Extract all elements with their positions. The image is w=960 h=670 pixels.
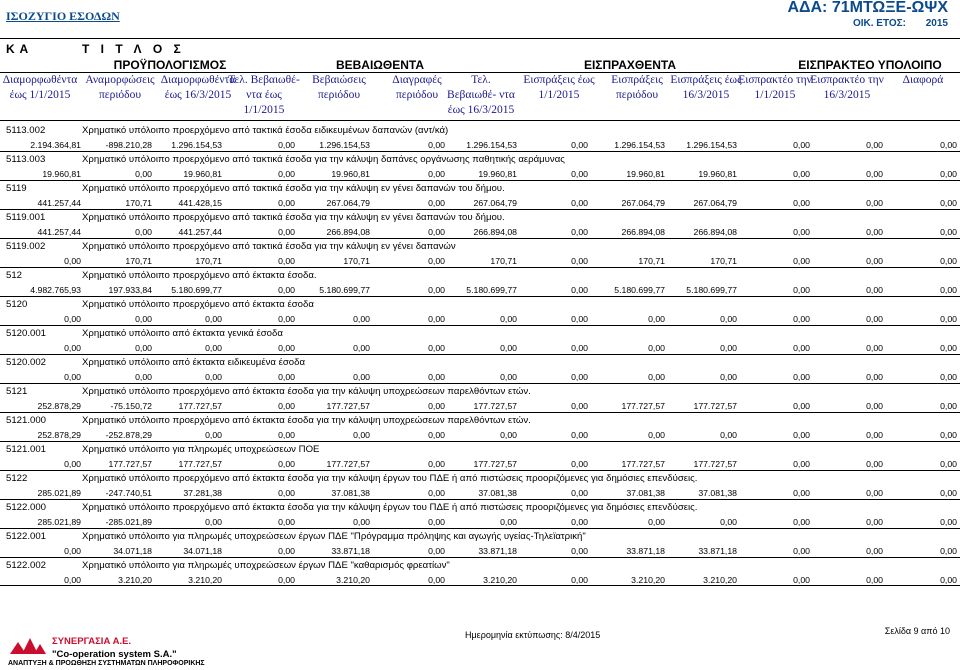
row-value-col-1: 0,00 (64, 372, 81, 382)
row-value-col-11: 0,00 (793, 517, 810, 527)
row-value-col-6: 0,00 (428, 546, 445, 556)
row-value-col-9: 177.727,57 (621, 459, 665, 469)
row-value-col-11: 0,00 (793, 430, 810, 440)
row-value-col-2: 197.933,84 (108, 285, 152, 295)
company-tagline: ΑΝΑΠΤΥΞΗ & ΠΡΟΩΘΗΣΗ ΣΥΣΤΗΜΑΤΩΝ ΠΛΗΡΟΦΟΡΙΚΗΣ (8, 660, 205, 667)
row-value-col-7: 37.081,38 (478, 488, 517, 498)
row-value-col-4: 0,00 (278, 401, 295, 411)
row-divider (0, 470, 960, 471)
row-value-col-13: 0,00 (940, 140, 957, 150)
row-value-col-6: 0,00 (428, 169, 445, 179)
row-value-col-6: 0,00 (428, 343, 445, 353)
row-value-col-1: 441.257,44 (37, 227, 81, 237)
row-value-col-5: 267.064,79 (326, 198, 370, 208)
row-code: 5113.003 (6, 154, 46, 165)
row-divider (0, 325, 960, 326)
row-value-col-6: 0,00 (428, 517, 445, 527)
row-value-col-2: 34.071,18 (113, 546, 152, 556)
header-divider-bottom (0, 120, 960, 121)
row-value-col-13: 0,00 (940, 343, 957, 353)
row-value-col-8: 0,00 (571, 140, 588, 150)
table-bottom-border (0, 585, 960, 586)
row-value-col-10: 0,00 (720, 314, 737, 324)
row-value-col-12: 0,00 (866, 401, 883, 411)
group-collected: ΕΙΣΠΡΑΧΘΕΝΤΑ (583, 58, 677, 72)
row-value-col-13: 0,00 (940, 488, 957, 498)
column-header-2: Αναμορφώσεις περιόδου (85, 74, 155, 101)
row-value-col-2: 0,00 (135, 343, 152, 353)
row-divider (0, 267, 960, 268)
row-value-col-7: 5.180.699,77 (466, 285, 517, 295)
row-value-col-10: 5.180.699,77 (686, 285, 737, 295)
row-value-col-8: 0,00 (571, 546, 588, 556)
row-code: 5121.001 (6, 444, 47, 455)
row-value-col-5: 19.960,81 (331, 169, 370, 179)
row-value-col-1: 441.257,44 (37, 198, 81, 208)
row-value-col-8: 0,00 (571, 575, 588, 585)
row-value-col-2: 3.210,20 (118, 575, 152, 585)
row-value-col-12: 0,00 (866, 343, 883, 353)
row-value-col-8: 0,00 (571, 198, 588, 208)
row-value-col-9: 0,00 (648, 517, 665, 527)
row-divider (0, 499, 960, 500)
row-description: Χρηματικό υπόλοιπο προερχόμενο από έκτακτα έσοδα για την κάλυψη έργων του ΠΔΕ ή από πιστώσεις προοριζόμενες για δημόσιες επενδύσεις. (82, 502, 698, 513)
row-value-col-1: 2.194.364,81 (30, 140, 81, 150)
row-value-col-8: 0,00 (571, 401, 588, 411)
row-value-col-3: 441.257,44 (178, 227, 222, 237)
row-description: Χρηματικό υπόλοιπο προερχόμενο από τακτικά έσοδα για την κάλυψη εν γένει δαπανών (82, 241, 456, 252)
row-value-col-11: 0,00 (793, 401, 810, 411)
row-value-col-7: 3.210,20 (483, 575, 517, 585)
row-value-col-5: 37.081,38 (331, 488, 370, 498)
row-value-col-6: 0,00 (428, 314, 445, 324)
fiscal-year-value: 2015 (925, 18, 948, 29)
row-value-col-2: -898.210,28 (105, 140, 152, 150)
row-value-col-3: 19.960,81 (183, 169, 222, 179)
row-value-col-2: 170,71 (125, 198, 152, 208)
row-value-col-13: 0,00 (940, 401, 957, 411)
row-value-col-4: 0,00 (278, 459, 295, 469)
row-value-col-12: 0,00 (866, 198, 883, 208)
row-description: Χρηματικό υπόλοιπο προερχόμενο από τακτικά έσοδα για την κάλυψη εν γένει δαπανών του δήμου. (82, 212, 505, 223)
row-value-col-10: 170,71 (710, 256, 737, 266)
row-value-col-12: 0,00 (866, 140, 883, 150)
row-value-col-6: 0,00 (428, 227, 445, 237)
row-value-col-12: 0,00 (866, 285, 883, 295)
row-description: Χρηματικό υπόλοιπο για πληρωμές υποχρεώσεων έργων ΠΔΕ "καθαρισμός φρεατίων" (82, 560, 450, 571)
ka-header: Κ Α (6, 42, 30, 56)
titlos-header: Τ Ι Τ Λ Ο Σ (82, 42, 185, 56)
row-value-col-10: 33.871,18 (698, 546, 737, 556)
row-value-col-3: 441.428,15 (178, 198, 222, 208)
row-value-col-1: 285.021,89 (37, 488, 81, 498)
row-value-col-12: 0,00 (866, 227, 883, 237)
group-budget: ΠΡΟΫΠΟΛΟΓΙΣΜΟΣ (113, 58, 227, 72)
row-value-col-7: 177.727,57 (473, 459, 517, 469)
column-header-13: Διαφορά (902, 74, 944, 86)
row-value-col-1: 4.982.765,93 (30, 285, 81, 295)
row-value-col-3: 0,00 (205, 517, 222, 527)
row-description: Χρηματικό υπόλοιπο προερχόμενο από τακτικά έσοδα για την κάλυψη δαπάνες οργάνωσης παθητικής αεράμυνας (82, 154, 565, 165)
row-value-col-5: 33.871,18 (331, 546, 370, 556)
row-value-col-4: 0,00 (278, 430, 295, 440)
row-value-col-5: 1.296.154,53 (319, 140, 370, 150)
row-value-col-6: 0,00 (428, 430, 445, 440)
row-value-col-9: 1.296.154,53 (614, 140, 665, 150)
row-divider (0, 151, 960, 152)
row-value-col-5: 177.727,57 (326, 459, 370, 469)
row-code: 5122 (6, 473, 28, 484)
column-header-12: Εισπρακτέο την 16/3/2015 (810, 74, 884, 101)
row-value-col-7: 0,00 (500, 314, 517, 324)
row-value-col-6: 0,00 (428, 198, 445, 208)
row-value-col-12: 0,00 (866, 256, 883, 266)
header-divider-top (0, 38, 960, 39)
row-value-col-12: 0,00 (866, 517, 883, 527)
row-value-col-11: 0,00 (793, 372, 810, 382)
row-value-col-9: 266.894,08 (621, 227, 665, 237)
row-value-col-11: 0,00 (793, 546, 810, 556)
group-receivable: ΕΙΣΠΡΑΚΤΕΟ ΥΠΟΛΟΙΠΟ (798, 58, 942, 72)
row-value-col-4: 0,00 (278, 372, 295, 382)
row-value-col-7: 0,00 (500, 517, 517, 527)
row-description: Χρηματικό υπόλοιπο για πληρωμές υποχρεώσεων ΠΟΕ (82, 444, 320, 455)
row-value-col-3: 5.180.699,77 (171, 285, 222, 295)
row-divider (0, 412, 960, 413)
row-code: 5119 (6, 183, 27, 194)
row-value-col-2: -247.740,51 (105, 488, 152, 498)
row-divider (0, 180, 960, 181)
row-value-col-13: 0,00 (940, 169, 957, 179)
row-value-col-9: 170,71 (638, 256, 665, 266)
column-header-5: Βεβαιώσεις περιόδου (312, 74, 366, 101)
column-header-1: Διαμορφωθέντα έως 1/1/2015 (2, 74, 78, 101)
row-code: 5113.002 (6, 125, 46, 136)
row-value-col-13: 0,00 (940, 517, 957, 527)
row-value-col-4: 0,00 (278, 198, 295, 208)
row-value-col-8: 0,00 (571, 488, 588, 498)
row-code: 5120 (6, 299, 28, 310)
row-value-col-1: 285.021,89 (37, 517, 81, 527)
row-value-col-2: 0,00 (135, 372, 152, 382)
row-value-col-6: 0,00 (428, 140, 445, 150)
row-value-col-2: 0,00 (135, 314, 152, 324)
row-value-col-7: 266.894,08 (473, 227, 517, 237)
row-value-col-13: 0,00 (940, 372, 957, 382)
row-value-col-2: -75.150,72 (110, 401, 152, 411)
row-value-col-11: 0,00 (793, 343, 810, 353)
row-divider (0, 209, 960, 210)
row-value-col-8: 0,00 (571, 285, 588, 295)
row-description: Χρηματικό υπόλοιπο προερχόμενο από έκτακτα έσοδα για την κάλυψη υποχρεώσεων παρελθόντων ετών. (82, 386, 531, 397)
row-value-col-10: 3.210,20 (703, 575, 737, 585)
row-value-col-12: 0,00 (866, 372, 883, 382)
row-description: Χρηματικό υπόλοιπο για πληρωμές υποχρεώσεων έργων ΠΔΕ "Πρόγραμμα πρόληψης και αγωγής υγείας-Τηλεϊατρική" (82, 531, 586, 542)
row-value-col-7: 33.871,18 (478, 546, 517, 556)
row-description: Χρηματικό υπόλοιπο προερχόμενο από έκτακτα έσοδα για την κάλυψη υποχρεώσεων παρελθόντων ετών. (82, 415, 531, 426)
row-description: Χρηματικό υπόλοιπο προερχόμενο από έκτακτα έσοδα για την κάλυψη έργων του ΠΔΕ ή από πιστώσεις προοριζόμενες για δημόσιες επενδύσεις. (82, 473, 698, 484)
row-value-col-6: 0,00 (428, 372, 445, 382)
row-value-col-4: 0,00 (278, 343, 295, 353)
row-value-col-5: 266.894,08 (326, 227, 370, 237)
row-value-col-12: 0,00 (866, 169, 883, 179)
row-value-col-11: 0,00 (793, 198, 810, 208)
row-code: 5122.001 (6, 531, 47, 542)
row-value-col-10: 37.081,38 (698, 488, 737, 498)
row-value-col-8: 0,00 (571, 227, 588, 237)
row-value-col-7: 0,00 (500, 430, 517, 440)
row-value-col-3: 177.727,57 (178, 401, 222, 411)
row-value-col-6: 0,00 (428, 256, 445, 266)
column-header-9: Εισπράξεις περιόδου (611, 74, 663, 101)
row-value-col-9: 267.064,79 (621, 198, 665, 208)
row-value-col-4: 0,00 (278, 314, 295, 324)
row-value-col-3: 0,00 (205, 314, 222, 324)
row-value-col-3: 0,00 (205, 430, 222, 440)
row-value-col-6: 0,00 (428, 285, 445, 295)
fiscal-year-label: ΟΙΚ. ΕΤΟΣ: (852, 18, 906, 29)
row-value-col-10: 177.727,57 (693, 459, 737, 469)
row-value-col-12: 0,00 (866, 575, 883, 585)
row-value-col-13: 0,00 (940, 459, 957, 469)
row-description: Χρηματικό υπόλοιπο από έκτακτα ειδικευμένα έσοδα (82, 357, 306, 368)
company-logo-icon (8, 632, 48, 658)
row-value-col-13: 0,00 (940, 314, 957, 324)
row-value-col-11: 0,00 (793, 575, 810, 585)
row-value-col-3: 0,00 (205, 343, 222, 353)
row-value-col-9: 0,00 (648, 343, 665, 353)
row-value-col-3: 34.071,18 (183, 546, 222, 556)
row-value-col-4: 0,00 (278, 256, 295, 266)
page-number: Σελίδα 9 από 10 (884, 626, 950, 636)
row-value-col-10: 1.296.154,53 (686, 140, 737, 150)
row-value-col-13: 0,00 (940, 227, 957, 237)
row-divider (0, 557, 960, 558)
row-value-col-8: 0,00 (571, 430, 588, 440)
row-value-col-11: 0,00 (793, 314, 810, 324)
row-value-col-1: 0,00 (64, 459, 81, 469)
row-value-col-9: 5.180.699,77 (614, 285, 665, 295)
row-value-col-13: 0,00 (940, 285, 957, 295)
row-value-col-10: 0,00 (720, 372, 737, 382)
column-header-11: Εισπρακτέο την 1/1/2015 (738, 74, 812, 101)
row-value-col-8: 0,00 (571, 459, 588, 469)
row-value-col-1: 0,00 (64, 314, 81, 324)
column-header-6: Διαγραφές περιόδου (392, 74, 442, 101)
row-value-col-7: 267.064,79 (473, 198, 517, 208)
company-name-en: "Co-operation system S.A." (52, 649, 177, 660)
row-code: 5121 (6, 386, 28, 397)
row-description: Χρηματικό υπόλοιπο προερχόμενο από τακτικά έσοδα για την κάλυψη εν γένει δαπανών του δήμου. (82, 183, 505, 194)
row-code: 5122.000 (6, 502, 47, 513)
row-value-col-3: 3.210,20 (188, 575, 222, 585)
row-value-col-9: 0,00 (648, 372, 665, 382)
row-value-col-11: 0,00 (793, 459, 810, 469)
row-value-col-7: 0,00 (500, 372, 517, 382)
row-value-col-11: 0,00 (793, 169, 810, 179)
row-value-col-5: 0,00 (353, 314, 370, 324)
row-value-col-7: 170,71 (490, 256, 517, 266)
row-value-col-8: 0,00 (571, 372, 588, 382)
row-value-col-4: 0,00 (278, 285, 295, 295)
row-value-col-1: 0,00 (64, 575, 81, 585)
row-value-col-12: 0,00 (866, 314, 883, 324)
row-value-col-7: 1.296.154,53 (466, 140, 517, 150)
row-value-col-11: 0,00 (793, 285, 810, 295)
row-value-col-5: 0,00 (353, 372, 370, 382)
row-value-col-11: 0,00 (793, 227, 810, 237)
row-value-col-4: 0,00 (278, 227, 295, 237)
row-value-col-2: -285.021,89 (105, 517, 152, 527)
row-value-col-3: 177.727,57 (178, 459, 222, 469)
row-value-col-9: 3.210,20 (631, 575, 665, 585)
row-code: 5120.001 (6, 328, 47, 339)
row-value-col-4: 0,00 (278, 575, 295, 585)
row-value-col-7: 0,00 (500, 343, 517, 353)
row-value-col-4: 0,00 (278, 546, 295, 556)
row-value-col-11: 0,00 (793, 488, 810, 498)
row-value-col-5: 0,00 (353, 517, 370, 527)
row-code: 5122.002 (6, 560, 47, 571)
row-value-col-9: 177.727,57 (621, 401, 665, 411)
row-value-col-12: 0,00 (866, 459, 883, 469)
group-certified: ΒΕΒΑΙΩΘΕΝΤΑ (335, 58, 425, 72)
row-value-col-5: 177.727,57 (326, 401, 370, 411)
row-value-col-10: 267.064,79 (693, 198, 737, 208)
row-value-col-4: 0,00 (278, 140, 295, 150)
row-value-col-13: 0,00 (940, 575, 957, 585)
row-value-col-10: 266.894,08 (693, 227, 737, 237)
row-divider (0, 238, 960, 239)
row-value-col-1: 252.878,29 (37, 430, 81, 440)
row-value-col-1: 0,00 (64, 343, 81, 353)
row-value-col-9: 0,00 (648, 430, 665, 440)
row-value-col-1: 0,00 (64, 256, 81, 266)
row-value-col-3: 0,00 (205, 372, 222, 382)
row-divider (0, 354, 960, 355)
row-value-col-8: 0,00 (571, 343, 588, 353)
row-value-col-5: 0,00 (353, 430, 370, 440)
row-value-col-13: 0,00 (940, 198, 957, 208)
row-value-col-9: 19.960,81 (626, 169, 665, 179)
row-divider (0, 296, 960, 297)
row-value-col-10: 0,00 (720, 517, 737, 527)
row-code: 5120.002 (6, 357, 47, 368)
row-value-col-4: 0,00 (278, 169, 295, 179)
row-value-col-13: 0,00 (940, 256, 957, 266)
row-value-col-10: 177.727,57 (693, 401, 737, 411)
row-value-col-9: 37.081,38 (626, 488, 665, 498)
row-description: Χρηματικό υπόλοιπο από έκτακτα γενικά έσοδα (82, 328, 283, 339)
column-header-3: Διαμορφωθέντα έως 16/3/2015 (160, 74, 236, 101)
row-value-col-3: 170,71 (195, 256, 222, 266)
row-value-col-1: 19.960,81 (42, 169, 81, 179)
ada-code: ΑΔΑ: 71ΜΤΩΞΕ-ΩΨΧ (787, 0, 948, 16)
row-value-col-3: 1.296.154,53 (171, 140, 222, 150)
column-header-8: Εισπράξεις έως 1/1/2015 (523, 74, 595, 101)
row-value-col-2: 170,71 (125, 256, 152, 266)
row-value-col-11: 0,00 (793, 256, 810, 266)
row-value-col-8: 0,00 (571, 314, 588, 324)
row-value-col-13: 0,00 (940, 546, 957, 556)
row-value-col-7: 19.960,81 (478, 169, 517, 179)
row-value-col-6: 0,00 (428, 401, 445, 411)
row-value-col-9: 0,00 (648, 314, 665, 324)
row-value-col-6: 0,00 (428, 488, 445, 498)
row-description: Χρηματικό υπόλοιπο προερχόμενο από τακτικά έσοδα ειδικευμένων δαπανών (αντ/κά) (82, 125, 449, 136)
row-value-col-5: 3.210,20 (336, 575, 370, 585)
row-value-col-2: -252.878,29 (105, 430, 152, 440)
row-value-col-4: 0,00 (278, 517, 295, 527)
row-value-col-1: 0,00 (64, 546, 81, 556)
row-value-col-3: 37.281,38 (183, 488, 222, 498)
row-value-col-11: 0,00 (793, 140, 810, 150)
row-description: Χρηματικό υπόλοιπο προερχόμενο από έκτακτα έσοδα (82, 299, 314, 310)
row-divider (0, 441, 960, 442)
row-value-col-10: 0,00 (720, 430, 737, 440)
row-code: 5119.001 (6, 212, 46, 223)
row-value-col-12: 0,00 (866, 488, 883, 498)
row-value-col-13: 0,00 (940, 430, 957, 440)
row-value-col-2: 0,00 (135, 169, 152, 179)
row-value-col-6: 0,00 (428, 459, 445, 469)
row-value-col-8: 0,00 (571, 517, 588, 527)
row-code: 5121.000 (6, 415, 47, 426)
company-name: ΣΥΝΕΡΓΑΣΙΑ Α.Ε. (52, 636, 132, 647)
column-header-7: Τελ. Βεβαιωθέ- ντα έως 16/3/2015 (447, 74, 515, 116)
row-code: 512 (6, 270, 23, 281)
row-value-col-2: 177.727,57 (108, 459, 152, 469)
row-value-col-1: 252.878,29 (37, 401, 81, 411)
column-header-4: Τελ. Βεβαιωθέ- ντα έως 1/1/2015 (228, 74, 300, 116)
report-title: ΙΣΟΖΥΓΙΟ ΕΣΟΔΩΝ (6, 9, 120, 23)
row-code: 5119.002 (6, 241, 46, 252)
column-header-10: Εισπράξεις έως 16/3/2015 (670, 74, 742, 101)
row-value-col-4: 0,00 (278, 488, 295, 498)
row-value-col-2: 0,00 (135, 227, 152, 237)
row-value-col-9: 33.871,18 (626, 546, 665, 556)
row-value-col-8: 0,00 (571, 169, 588, 179)
row-value-col-12: 0,00 (866, 546, 883, 556)
row-value-col-10: 19.960,81 (698, 169, 737, 179)
row-description: Χρηματικό υπόλοιπο προερχόμενο από έκτακτα έσοδα. (82, 270, 317, 281)
row-value-col-12: 0,00 (866, 430, 883, 440)
row-value-col-6: 0,00 (428, 575, 445, 585)
row-value-col-5: 170,71 (343, 256, 370, 266)
row-value-col-5: 0,00 (353, 343, 370, 353)
row-value-col-8: 0,00 (571, 256, 588, 266)
row-value-col-7: 177.727,57 (473, 401, 517, 411)
row-divider (0, 528, 960, 529)
row-value-col-5: 5.180.699,77 (319, 285, 370, 295)
print-date: Ημερομηνία εκτύπωσης: 8/4/2015 (465, 630, 601, 640)
row-divider (0, 383, 960, 384)
row-value-col-10: 0,00 (720, 343, 737, 353)
